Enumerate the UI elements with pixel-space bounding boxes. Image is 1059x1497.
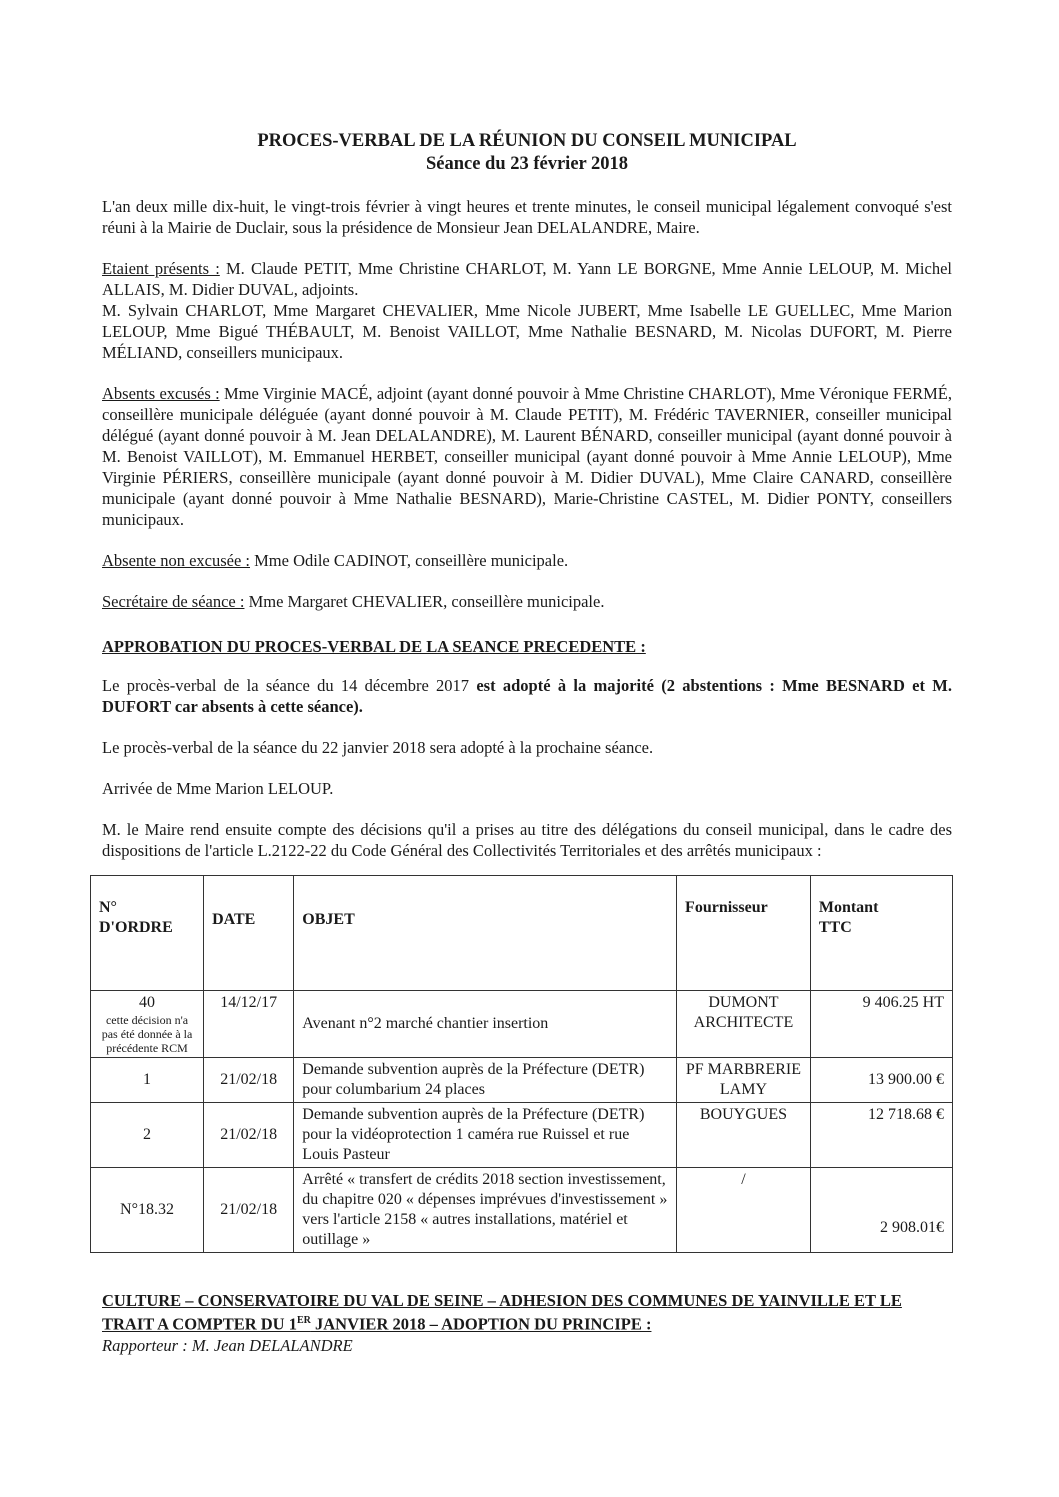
- header-date: DATE: [204, 876, 294, 991]
- cell-ordre-note: cette décision n'a pas été donnée à la précédente RCM: [101, 1013, 193, 1055]
- cell-date: 14/12/17: [204, 991, 294, 1058]
- cell-fournisseur: PF MARBRERIE LAMY: [677, 1058, 811, 1103]
- document-page: [99, 130, 952, 1356]
- secretaire-de-seance: [102, 591, 952, 612]
- header-montant-line1: Montant: [818, 899, 879, 916]
- table-row: [91, 991, 953, 1058]
- culture-rapporteur: Rapporteur : M. Jean DELALANDRE: [102, 1335, 353, 1355]
- header-montant: [810, 876, 952, 991]
- approbation-heading: APPROBATION DU PROCES-VERBAL DE LA SEANCE PRECEDENTE :: [102, 637, 646, 656]
- cell-montant: 9 406.25 HT: [810, 991, 952, 1058]
- cell-ordre: 2: [91, 1103, 204, 1168]
- absente-non-excusee-text: Mme Odile CADINOT, conseillère municipale.: [250, 551, 569, 570]
- cell-objet: Demande subvention auprès de la Préfecture (DETR) pour columbarium 24 places: [294, 1058, 677, 1103]
- culture-heading-sup: ER: [296, 1315, 311, 1326]
- cell-ordre: [91, 991, 204, 1058]
- presents-label: Etaient présents :: [102, 259, 220, 278]
- culture-heading: [102, 1291, 952, 1335]
- cell-fournisseur: BOUYGUES: [677, 1103, 811, 1168]
- absents-excuses-label: Absents excusés :: [102, 384, 220, 403]
- table-row: [91, 1103, 953, 1168]
- presents-conseillers: M. Sylvain CHARLOT, Mme Margaret CHEVALIER, Mme Nicole JUBERT, Mme Isabelle LE GUELLEC, Mme Marion LELOUP, Mme Bigué THÉBAULT, M. Benoist VAILLOT, Mme Nathalie BESNARD, M. Nicolas DUFORT, M. Pierre MÉLIAND, conseillers municipaux.: [102, 301, 952, 362]
- title-line-1: PROCES-VERBAL DE LA RÉUNION DU CONSEIL MUNICIPAL: [257, 131, 797, 151]
- culture-heading-part1: CULTURE – CONSERVATOIRE DU VAL DE SEINE – ADHESION DES COMMUNES DE YAINVILLE ET LE TRAIT A COMPTER DU 1: [102, 1291, 902, 1334]
- cell-ordre-number: 40: [139, 994, 156, 1011]
- header-ordre-line1: N°: [99, 899, 117, 916]
- presents-adjoints-text: M. Claude PETIT, Mme Christine CHARLOT, M. Yann LE BORGNE, Mme Annie LELOUP, M. Michel ALLAIS, M. Didier DUVAL, adjoints.: [102, 259, 952, 299]
- document-title: [102, 130, 952, 176]
- approbation-paragraph-1: [102, 675, 952, 717]
- approbation-paragraph-4: M. le Maire rend ensuite compte des décisions qu'il a prises au titre des délégations du conseil municipal, dans le cadre des dispositions de l'article L.2122-22 du Code Général des Collectivités Territoriales et des arrêtés municipaux :: [102, 820, 952, 860]
- header-fournisseur: Fournisseur: [677, 876, 811, 991]
- absents-excuses: [102, 383, 952, 530]
- cell-montant: 2 908.01€: [810, 1168, 952, 1253]
- culture-heading-part2: JANVIER 2018 – ADOPTION DU PRINCIPE :: [310, 1314, 652, 1334]
- cell-date: 21/02/18: [204, 1168, 294, 1253]
- approbation-paragraph-2: Le procès-verbal de la séance du 22 janvier 2018 sera adopté à la prochaine séance.: [102, 738, 654, 757]
- header-ordre-line2: D'ORDRE: [99, 919, 173, 936]
- cell-objet: Demande subvention auprès de la Préfecture (DETR) pour la vidéoprotection 1 caméra rue Ruissel et rue Louis Pasteur: [294, 1103, 677, 1168]
- cell-date: 21/02/18: [204, 1103, 294, 1168]
- header-objet: OBJET: [294, 876, 677, 991]
- absents-excuses-text: Mme Virginie MACÉ, adjoint (ayant donné pouvoir à Mme Christine CHARLOT), Mme Véronique FERMÉ, conseillère municipale déléguée (ayant donné pouvoir à M. Claude PETIT), M. Frédéric TAVERNIER, conseiller municipal délégué (ayant donné pouvoir à M. Jean DELALANDRE), M. Laurent BÉNARD, conseiller municipal (ayant donné pouvoir à M. Benoist VAILLOT), M. Emmanuel HERBET, conseiller municipal (ayant donné pouvoir à Mme Annie LELOUP), Mme Virginie PÉRIERS, conseillère municipale (ayant donné pouvoir à M. Didier DUVAL), Mme Claire CANARD, conseillère municipale (ayant donné pouvoir à Mme Nathalie BESNARD), Marie-Christine CASTEL, M. Didier PONTY, conseillers municipaux.: [102, 384, 952, 529]
- title-line-2: Séance du 23 février 2018: [425, 154, 629, 174]
- presents-adjoints: [102, 258, 952, 300]
- approbation-p1-start: Le procès-verbal de la séance du 14 décembre 2017: [102, 676, 477, 695]
- approbation-p1-bold: est adopté à la majorité (2 abstentions : Mme BESNARD et M. DUFORT car absents à cette séance).: [102, 676, 952, 716]
- header-montant-line2: TTC: [818, 919, 852, 936]
- secretaire-text: Mme Margaret CHEVALIER, conseillère municipale.: [244, 592, 605, 611]
- cell-date: 21/02/18: [204, 1058, 294, 1103]
- cell-ordre: 1: [91, 1058, 204, 1103]
- cell-montant: 12 718.68 €: [810, 1103, 952, 1168]
- header-ordre: [91, 876, 204, 991]
- table-row: [91, 1168, 953, 1253]
- cell-ordre: N°18.32: [91, 1168, 204, 1253]
- cell-fournisseur: /: [677, 1168, 811, 1253]
- cell-montant: 13 900.00 €: [810, 1058, 952, 1103]
- table-header-row: [91, 876, 953, 991]
- approbation-paragraph-3: Arrivée de Mme Marion LELOUP.: [102, 779, 334, 798]
- absente-non-excusee: [102, 550, 952, 571]
- table-row: [91, 1058, 953, 1103]
- secretaire-label: Secrétaire de séance :: [102, 592, 245, 611]
- cell-fournisseur: DUMONT ARCHITECTE: [677, 991, 811, 1058]
- intro-paragraph: L'an deux mille dix-huit, le vingt-trois février à vingt heures et trente minutes, le conseil municipal légalement convoqué s'est réuni à la Mairie de Duclair, sous la présidence de Monsieur Jean DELALANDRE, Maire.: [102, 197, 952, 237]
- absente-non-excusee-label: Absente non excusée :: [102, 551, 250, 570]
- cell-objet: Avenant n°2 marché chantier insertion: [294, 991, 677, 1058]
- decisions-table: [90, 875, 953, 1253]
- cell-objet: Arrêté « transfert de crédits 2018 section investissement, du chapitre 020 « dépenses imprévues d'investissement » vers l'article 2158 « autres installations, matériel et outillage »: [294, 1168, 677, 1253]
